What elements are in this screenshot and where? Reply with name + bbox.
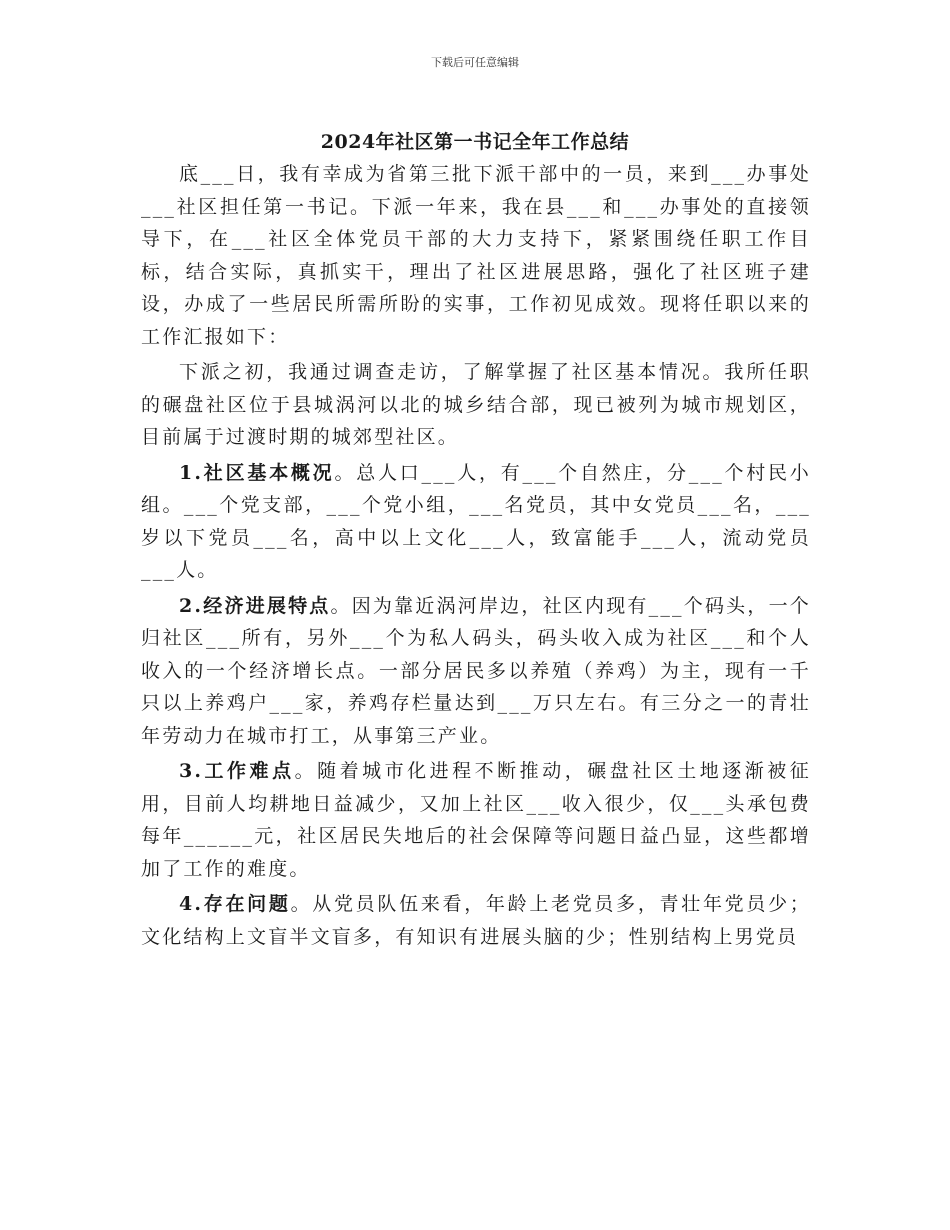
paragraph-heading: 1.社区基本概况: [179, 461, 335, 484]
page-header-note: 下载后可任意编辑: [431, 56, 519, 69]
paragraph-text: 。从党员队伍来看，年龄上老党员多，青壮年党员少；文化结构上文盲半文盲多，有知识有进展头脑的少；性别结构上男党员: [141, 893, 811, 948]
paragraph-text: 。随着城市化进程不断推动，碾盘社区土地逐渐被征用，目前人均耕地日益减少，又加上社区___收入很少，仅___头承包费每年______元，社区居民失地后的社会保障等问题日益凸显，这些都增加了工作的难度。: [141, 760, 811, 880]
paragraph-economic-features: [141, 590, 811, 753]
paragraph-basic-overview: [141, 457, 811, 587]
paragraph-text: 。总人口___人，有___个自然庄，分___个村民小组。___个党支部，___个党小组，___名党员，其中女党员___名，___岁以下党员___名，高中以上文化___人，致富能手___人，流动党员___人。: [141, 461, 811, 581]
paragraph-existing-problems: [141, 888, 811, 953]
paragraph-text: 。因为靠近涡河岸边，社区内现有___个码头，一个归社区___所有，另外___个为私人码头，码头收入成为社区___和个人收入的一个经济增长点。一部分居民多以养殖（养鸡）为主，现有一千只以上养鸡户___家，养鸡存栏量达到___万只左右。有三分之一的青壮年劳动力在城市打工，从事第三产业。: [141, 594, 811, 747]
paragraph-work-difficulties: [141, 755, 811, 885]
paragraph-intro: [141, 158, 811, 353]
document-title: 2024年社区第一书记全年工作总结: [320, 131, 630, 153]
paragraph-heading: 3.工作难点: [179, 760, 295, 782]
paragraph-heading: 2.经济进展特点: [179, 594, 331, 617]
paragraph-text: 底___日，我有幸成为省第三批下派干部中的一员，来到___办事处___社区担任第一书记。下派一年来，我在县___和___办事处的直接领导下，在___社区全体党员干部的大力支持下，紧紧围绕任职工作目标，结合实际，真抓实干，理出了社区进展思路，强化了社区班子建设，办成了一些居民所需所盼的实事，工作初见成效。现将任职以来的工作汇报如下：: [141, 163, 811, 348]
paragraph-text: 下派之初，我通过调查走访，了解掌握了社区基本情况。我所任职的碾盘社区位于县城涡河以北的城乡结合部，现已被列为城市规划区，目前属于过渡时期的城郊型社区。: [141, 361, 811, 448]
document-body: [141, 158, 811, 956]
paragraph-heading: 4.存在问题: [179, 893, 291, 915]
paragraph-survey: [141, 356, 811, 454]
